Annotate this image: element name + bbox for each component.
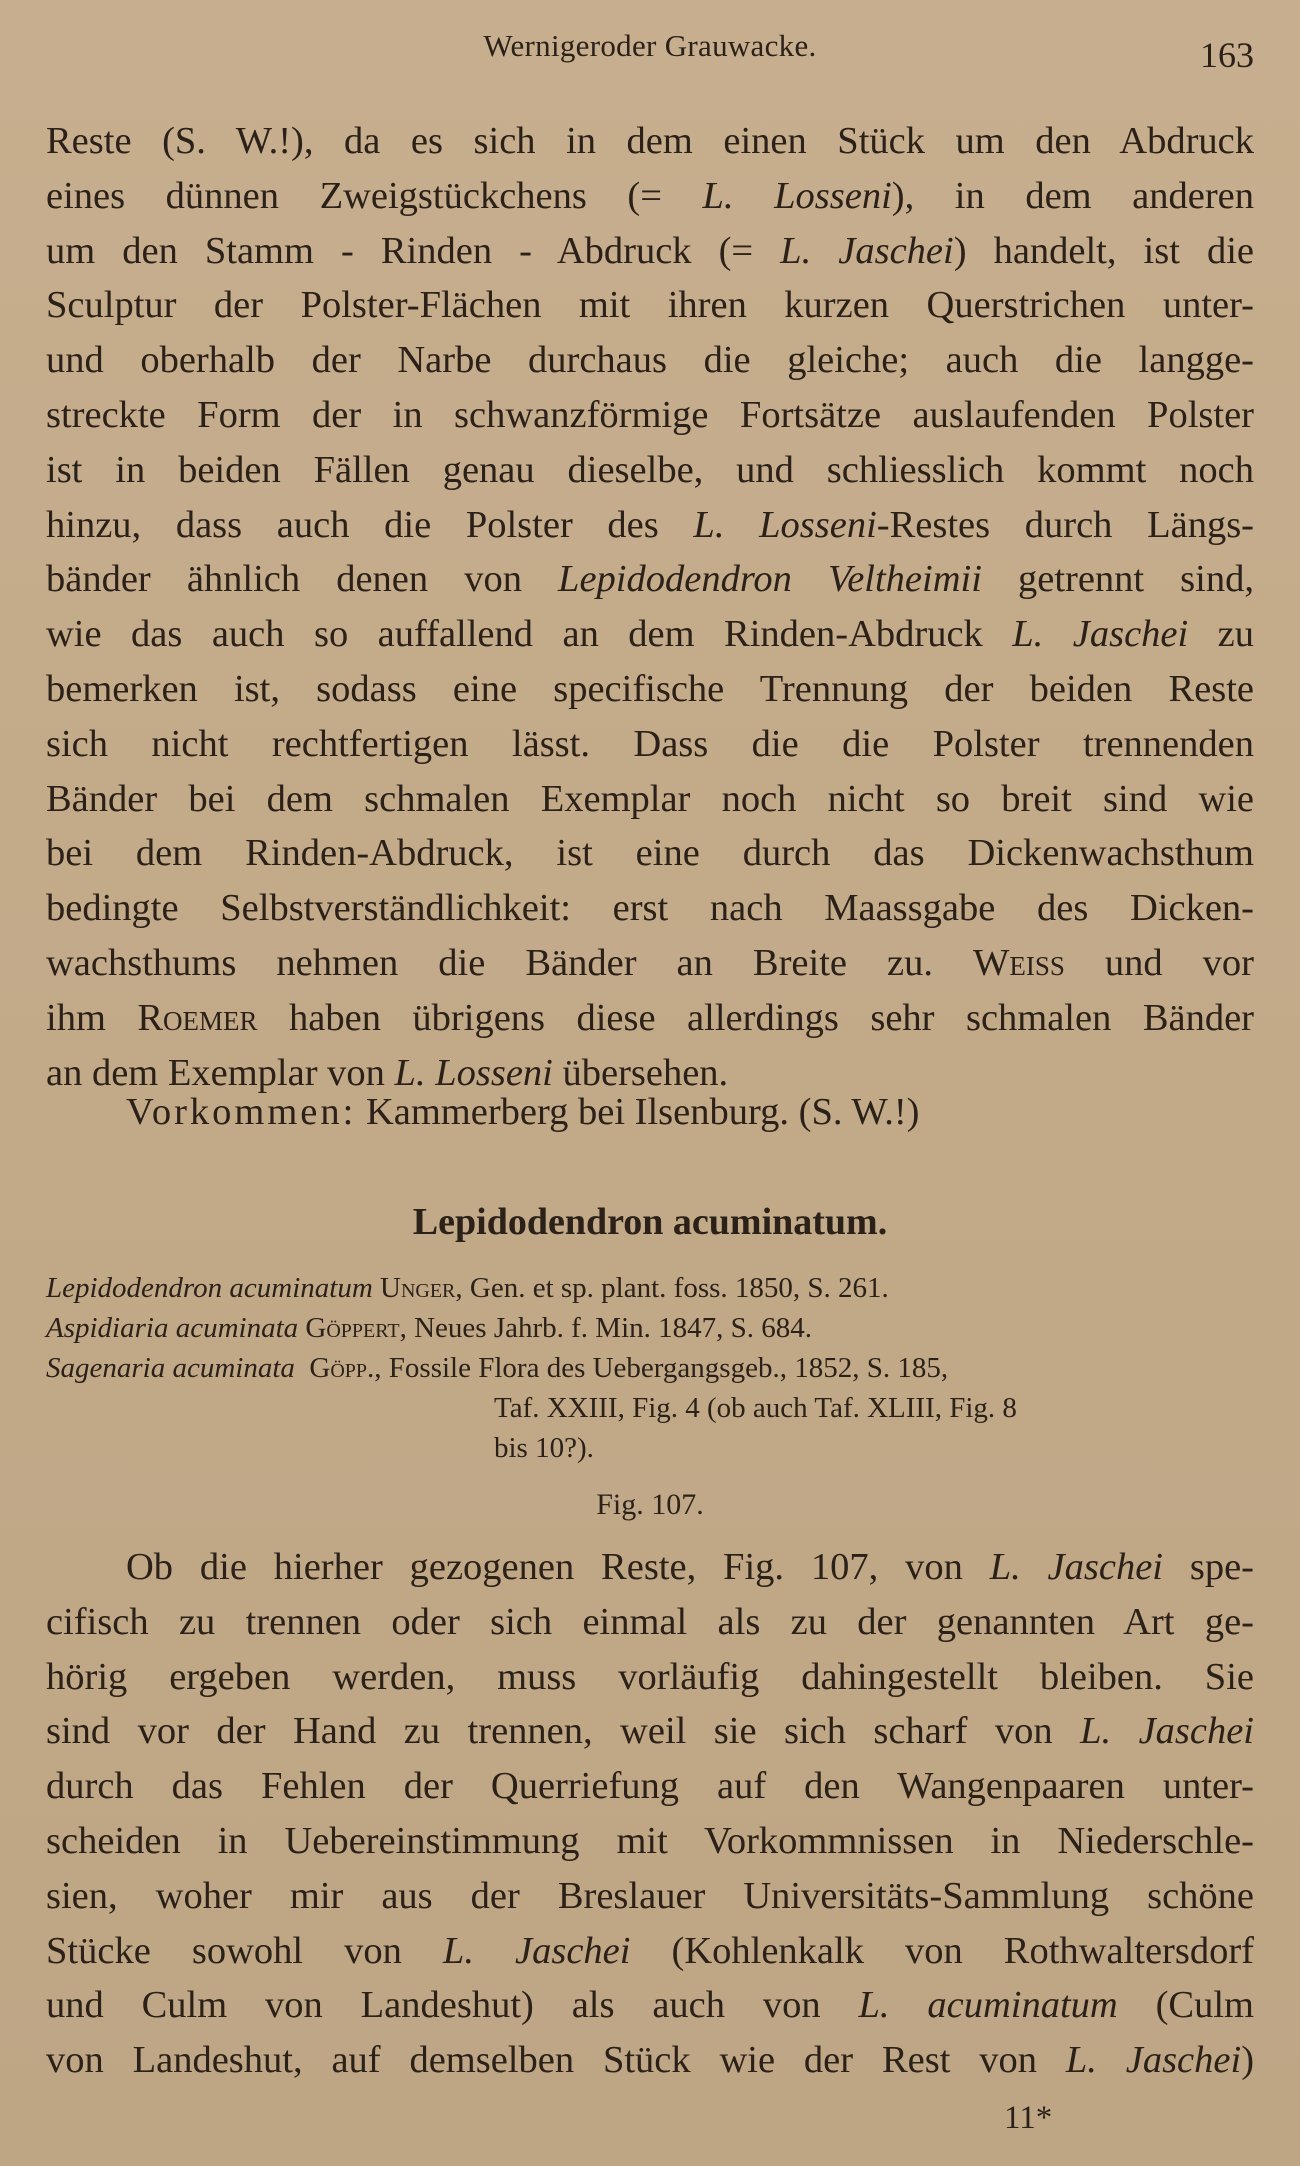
running-head: Wernigeroder Grauwacke. bbox=[483, 28, 817, 63]
text-line: sien, woher mir aus der Breslauer Universitäts-Sammlung schöne bbox=[46, 1874, 1254, 1917]
synonym-entry bbox=[46, 1308, 1254, 1348]
text-line: an dem Exemplar von L. Losseni übersehen. bbox=[46, 1051, 729, 1094]
synonym-author: Göpp. bbox=[309, 1352, 375, 1384]
occurrence-label: Vorkommen: bbox=[126, 1091, 357, 1133]
text-line: durch das Fehlen der Querriefung auf den Wangenpaaren unter- bbox=[46, 1765, 1254, 1808]
text-line: um den Stamm - Rinden - Abdruck (= L. Jaschei) handelt, ist die bbox=[46, 229, 1254, 272]
paragraph-1 bbox=[46, 114, 1254, 1100]
text-line: Bänder bei dem schmalen Exemplar noch nicht so breit sind wie bbox=[46, 777, 1254, 820]
text-line: bänder ähnlich denen von Lepidodendron Veltheimii getrennt sind, bbox=[46, 558, 1254, 601]
signature-mark: 11* bbox=[1004, 2100, 1053, 2136]
text-line: von Landeshut, auf demselben Stück wie der Rest von L. Jaschei) bbox=[46, 2039, 1255, 2082]
text-line: Sculptur der Polster-Flächen mit ihren kurzen Querstrichen unter- bbox=[46, 284, 1254, 327]
synonym-citation: , Gen. et sp. plant. foss. 1850, S. 261. bbox=[455, 1272, 889, 1304]
text-line: wachsthums nehmen die Bänder an Breite zu. Weiss und vor bbox=[46, 941, 1254, 984]
synonym-continuation: Taf. XXIII, Fig. 4 (ob auch Taf. XLIII, Fig. 8 bbox=[494, 1392, 1017, 1424]
synonym-list bbox=[46, 1268, 1254, 1468]
text-line: und Culm von Landeshut) als auch von L. acuminatum (Culm bbox=[46, 1984, 1255, 2027]
text-line: cifisch zu trennen oder sich einmal als zu der genannten Art ge- bbox=[46, 1600, 1254, 1643]
synonym-continuation: bis 10?). bbox=[494, 1432, 594, 1464]
text-line: Reste (S. W.!), da es sich in dem einen Stück um den Abdruck bbox=[46, 120, 1254, 162]
text-line: Ob die hierher gezogenen Reste, Fig. 107, von L. Jaschei spe- bbox=[126, 1546, 1254, 1588]
text-line: streckte Form der in schwanzförmige Fortsätze auslaufenden Polster bbox=[46, 393, 1254, 436]
synonym-citation: , Fossile Flora des Uebergangsgeb., 1852, S. 185, bbox=[374, 1352, 949, 1384]
synonym-author: Unger bbox=[380, 1272, 456, 1304]
synonym-entry bbox=[46, 1268, 1254, 1308]
synonym-taxon: Aspidiaria acuminata bbox=[46, 1312, 299, 1344]
synonym-entry bbox=[46, 1348, 1254, 1388]
text-line: eines dünnen Zweigstückchens (= L. Losseni), in dem anderen bbox=[46, 174, 1255, 217]
occurrence-line bbox=[126, 1090, 919, 1134]
text-line: ihm Roemer haben übrigens diese allerdings sehr schmalen Bänder bbox=[46, 996, 1254, 1039]
occurrence-text: Kammerberg bei Ilsenburg. (S. W.!) bbox=[365, 1091, 920, 1133]
text-line: und oberhalb der Narbe durchaus die gleiche; auch die langge- bbox=[46, 339, 1254, 382]
text-line: hörig ergeben werden, muss vorläufig dahingestellt bleiben. Sie bbox=[46, 1655, 1254, 1698]
text-line: bei dem Rinden-Abdruck, ist eine durch das Dickenwachsthum bbox=[46, 832, 1254, 875]
figure-caption: Fig. 107. bbox=[596, 1488, 704, 1521]
text-line: bedingte Selbstverständlichkeit: erst nach Maassgabe des Dicken- bbox=[46, 887, 1254, 930]
text-line: sich nicht rechtfertigen lässt. Dass die die Polster trennenden bbox=[46, 722, 1254, 765]
synonym-taxon: Lepidodendron acuminatum bbox=[46, 1272, 373, 1304]
text-line: Stücke sowohl von L. Jaschei (Kohlenkalk von Rothwaltersdorf bbox=[46, 1929, 1254, 1972]
paragraph-2 bbox=[46, 1540, 1254, 2088]
text-line: ist in beiden Fällen genau dieselbe, und schliesslich kommt noch bbox=[46, 448, 1254, 491]
synonym-taxon: Sagenaria acuminata bbox=[46, 1352, 295, 1384]
section-title: Lepidodendron acuminatum. bbox=[412, 1201, 888, 1243]
text-line: scheiden in Uebereinstimmung mit Vorkommnissen in Niederschle- bbox=[46, 1819, 1254, 1862]
text-line: hinzu, dass auch die Polster des L. Losseni-Restes durch Längs- bbox=[46, 503, 1254, 546]
page-number: 163 bbox=[1200, 35, 1254, 75]
synonym-author: Göppert bbox=[305, 1312, 400, 1344]
text-line: sind vor der Hand zu trennen, weil sie sich scharf von L. Jaschei bbox=[46, 1710, 1255, 1753]
text-line: wie das auch so auffallend an dem Rinden-Abdruck L. Jaschei zu bbox=[46, 613, 1255, 656]
text-line: bemerken ist, sodass eine specifische Trennung der beiden Reste bbox=[46, 667, 1254, 710]
synonym-citation: , Neues Jahrb. f. Min. 1847, S. 684. bbox=[399, 1312, 813, 1344]
